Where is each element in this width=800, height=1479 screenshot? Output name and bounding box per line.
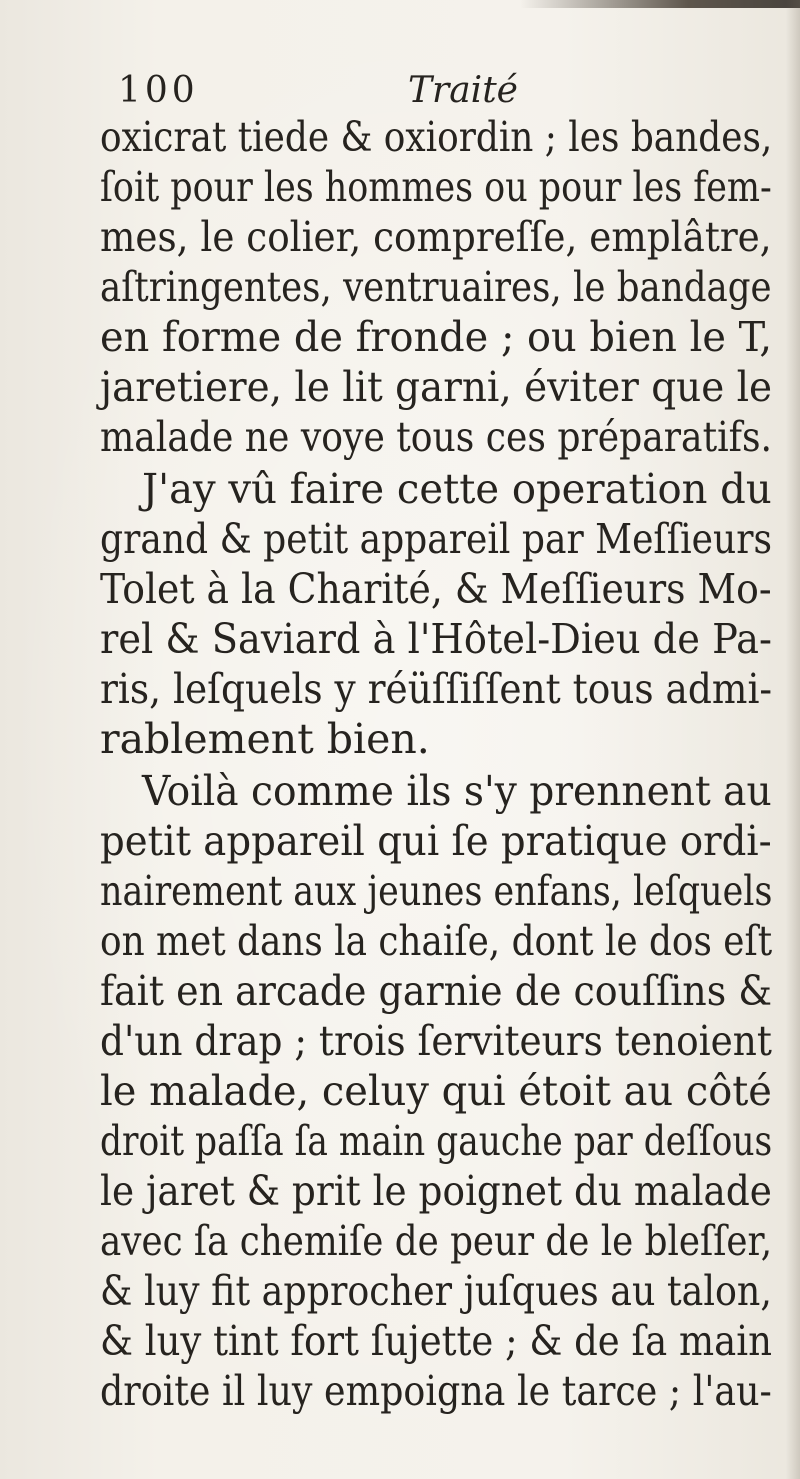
- text-line: jaretiere, le lit garni, éviter que le: [100, 363, 773, 411]
- text-line: rablement bien.: [100, 715, 430, 763]
- text-line: fait en arcade garnie de couſſins &: [100, 967, 773, 1015]
- text-line: ris, leſquels y réüſſiſſent tous admi-: [100, 665, 773, 713]
- text-line: malade ne voye tous ces préparatifs.: [100, 413, 773, 461]
- text-line: Tolet à la Charité, & Meſſieurs Mo-: [100, 565, 772, 613]
- text-line: rel & Saviard à l'Hôtel-Dieu de Pa-: [100, 615, 772, 663]
- page-edge-shadow: [520, 0, 800, 8]
- text-line: grand & petit appareil par Meſſieurs: [100, 515, 772, 563]
- page-number: 100: [118, 70, 199, 111]
- text-line: avec ſa chemiſe de peur de le bleſſer,: [100, 1217, 773, 1265]
- text-line: d'un drap ; trois ſerviteurs tenoient: [100, 1017, 772, 1065]
- text-line: petit appareil qui ſe pratique ordi-: [100, 817, 772, 865]
- text-line: & luy tint fort ſujette ; & de ſa main: [100, 1317, 772, 1365]
- text-line: oxicrat tiede & oxiordin ; les bandes,: [100, 113, 773, 161]
- text-line: Voilà comme ils s'y prennent au: [142, 767, 772, 815]
- running-title: Traité: [408, 70, 518, 111]
- text-line: aſtringentes, ventruaires, le bandage: [100, 263, 772, 311]
- text-line: droit paſſa ſa main gauche par deſſous: [100, 1117, 773, 1165]
- text-line: en forme de fronde ; ou bien le T,: [100, 313, 773, 361]
- text-line: nairement aux jeunes enfans, leſquels: [100, 867, 773, 915]
- text-line: le malade, celuy qui étoit au côté: [100, 1067, 772, 1115]
- text-line: on met dans la chaiſe, dont le dos eſt: [100, 917, 773, 965]
- text-line: le jaret & prit le poignet du malade: [100, 1167, 772, 1215]
- text-line: J'ay vû faire cette operation du: [142, 465, 772, 513]
- text-line: ſoit pour les hommes ou pour les fem-: [100, 163, 772, 211]
- text-line: & luy fit approcher juſques au talon,: [100, 1267, 772, 1315]
- text-line: mes, le colier, compreſſe, emplâtre,: [100, 213, 772, 261]
- text-line: droite il luy empoigna le tarce ; l'au-: [100, 1367, 772, 1415]
- page-right-edge: [786, 0, 800, 1479]
